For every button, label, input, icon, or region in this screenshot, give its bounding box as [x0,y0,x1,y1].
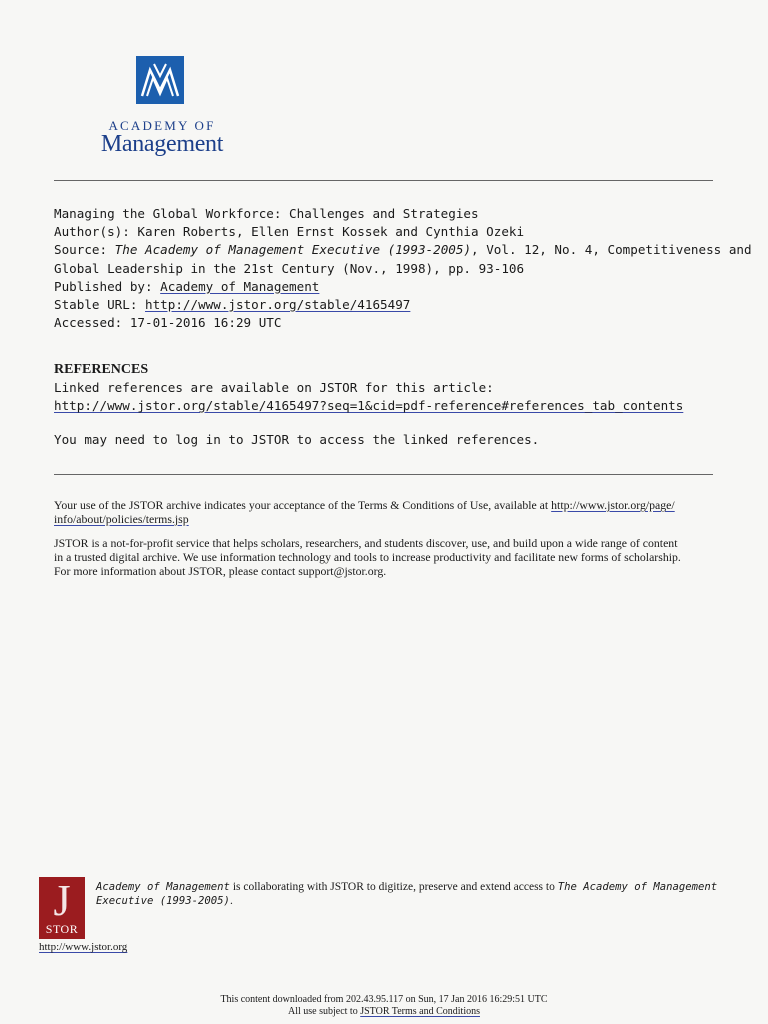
terms-of-use-paragraph [54,498,714,526]
article-stable-url [54,296,724,314]
publisher-label: Published by: [54,278,161,294]
jstor-logo-name: STOR [45,922,79,936]
about-line-1: JSTOR is a not-for-profit service that helps scholars, researchers, and students discover, use, and build upon a wide range of content [54,536,678,550]
article-title: Managing the Global Workforce: Challenges and Strategies [54,206,479,221]
article-source-line2: Global Leadership in the 21st Century (Nov., 1998), pp. 93-106 [54,260,525,276]
references-link[interactable]: http://www.jstor.org/stable/4165497?seq=1&cid=pdf-reference#references_tab_contents [54,398,684,414]
logo-text-academy-of: ACADEMY OF [108,118,216,133]
middle-divider [54,474,713,475]
stable-url-link[interactable]: http://www.jstor.org/stable/4165497 [145,297,411,313]
collab-journal-2: Executive (1993-2005) [96,895,230,907]
logo-text-management: Management [100,131,224,157]
top-divider [54,180,713,181]
source-details: , Vol. 12, No. 4, Competitiveness and [471,242,752,258]
article-source [54,241,752,259]
jstor-terms-link[interactable]: JSTOR Terms and Conditions [360,1006,480,1017]
article-authors: Author(s): Karen Roberts, Ellen Ernst Kossek and Cynthia Ozeki [54,224,525,240]
collab-text: is collaborating with JSTOR to digitize, preserve and extend access to [229,881,558,893]
references-intro: Linked references are available on JSTOR for this article: [54,380,494,395]
article-accessed: Accessed: 17-01-2016 16:29 UTC [54,315,282,331]
terms-text: Your use of the JSTOR archive indicates your acceptance of the Terms & Conditions of Use, available at [54,498,552,512]
references-heading: REFERENCES [54,362,149,377]
footer-prefix: All use subject to [288,1006,361,1017]
terms-link-part2[interactable]: info/about/policies/terms.jsp [54,512,189,526]
jstor-homepage-link[interactable]: http://www.jstor.org [39,941,128,953]
collab-journal-1: The Academy of Management [557,881,718,893]
source-journal: The Academy of Management Executive (1993-2005) [114,242,472,258]
terms-link-part1[interactable]: http://www.jstor.org/page/ [551,498,675,512]
download-footer [0,994,768,1018]
jstor-logo [39,877,85,939]
academy-mountain-icon [136,56,184,104]
collaboration-note [96,880,736,908]
article-metadata [54,205,752,332]
references-section [54,362,724,450]
terms-footer-line [0,1006,768,1018]
references-login-note: You may need to log in to JSTOR to access the linked references. [54,432,540,448]
about-line-3: For more information about JSTOR, please contact support@jstor.org. [54,564,387,578]
jstor-logo-letter: J [53,876,71,925]
article-publisher [54,278,724,296]
publisher-link[interactable]: Academy of Management [160,278,320,294]
download-info: This content downloaded from 202.43.95.117 on Sun, 17 Jan 2016 16:29:51 UTC [220,994,548,1005]
source-label: Source: [54,242,115,258]
collab-end: . [229,895,233,907]
collab-publisher: Academy of Management [96,881,230,893]
academy-of-management-logo [96,56,228,156]
jstor-about-paragraph [54,536,714,578]
about-line-2: in a trusted digital archive. We use information technology and tools to increase productivity and facilitate new forms of scholarship. [54,550,681,564]
terms-section [54,498,714,588]
stable-url-label: Stable URL: [54,297,145,313]
